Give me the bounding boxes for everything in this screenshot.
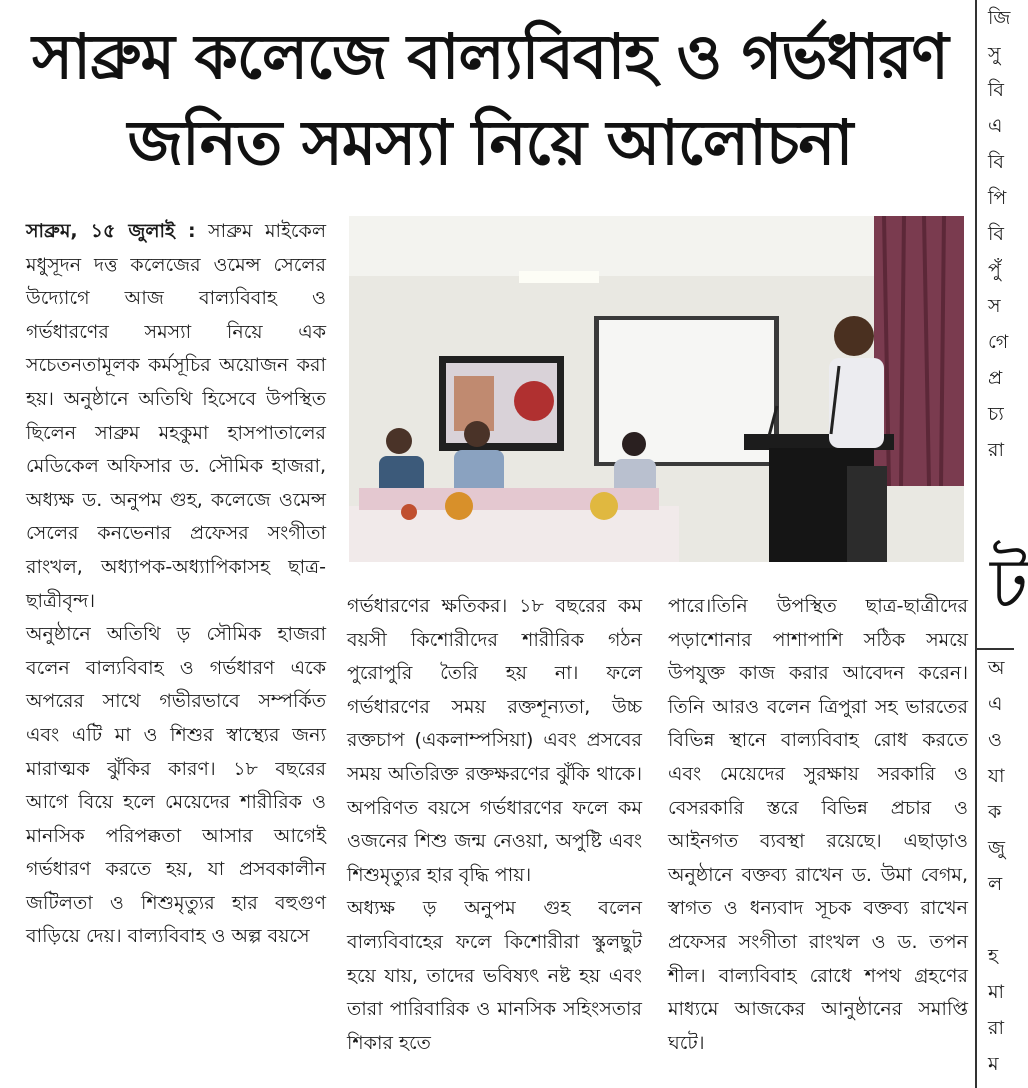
text-fragment: স xyxy=(988,295,1001,317)
text-fragment: পুঁ xyxy=(988,259,1001,281)
article-paragraph xyxy=(26,215,326,618)
text-fragment: বি xyxy=(988,79,1005,101)
text-fragment: এ xyxy=(988,693,1003,715)
text-fragment: সু xyxy=(988,43,1001,65)
headline-line-2: জনিত সমস্যা নিয়ে আলোচনা xyxy=(127,106,853,179)
paragraph-text: সাব্রুম মাইকেল মধুসূদন দত্ত কলেজের ওমেন্স সেলের উদ্যোগে আজ বাল্যবিবাহ ও গর্ভধারণের সমস্যা নিয়ে এক সচেতনতামূলক কর্মসূচির অয়োজন করা হয়। অনুষ্ঠানে অতিথি হিসেবে উপস্থিত ছিলেন সাব্রুম মহকুমা হাসপাতালের মেডিকেল অফিসার ড. সৌমিক হাজরা, অধ্যক্ষ ড. অনুপম গুহ, কলেজে ওমেন্স সেলের কনভেনার প্রফেসর সংগীতা রাংখল, অধ্যাপক-অধ্যাপিকাসহ ছাত্র-ছাত্রীবৃন্দ। xyxy=(26,220,326,612)
text-fragment: গে xyxy=(988,331,1009,353)
text-fragment: জি xyxy=(988,7,1011,29)
dateline: সাব্রুম, ১৫ জুলাই : xyxy=(26,220,196,242)
text-fragment: ম xyxy=(988,1053,999,1075)
text-fragment: পি xyxy=(988,187,1007,209)
text-fragment: যা xyxy=(988,765,1005,787)
column-divider xyxy=(975,0,977,1088)
adjacent-article-fragments xyxy=(988,0,1018,468)
article-column-3 xyxy=(668,590,968,1060)
text-fragment: রা xyxy=(988,439,1004,461)
text-fragment: চ্য xyxy=(988,403,1004,425)
text-fragment: রা xyxy=(988,1017,1004,1039)
event-photo xyxy=(349,216,964,562)
article-column-2 xyxy=(347,590,642,1060)
text-fragment: বি xyxy=(988,151,1005,173)
text-fragment: হ xyxy=(988,945,998,967)
headline-line-1: সাব্রুম কলেজে বাল্যবিবাহ ও গর্ভধারণ xyxy=(32,20,948,93)
text-fragment: জু xyxy=(988,837,1005,859)
article-column-1 xyxy=(26,215,326,954)
text-fragment: বি xyxy=(988,223,1005,245)
article-paragraph: অধ্যক্ষ ড় অনুপম গুহ বলেন বাল্যবিবাহের ফলে কিশোরীরা স্কুলছুট হয়ে যায়, তাদের ভবিষ্যৎ নষ্ট হয় এবং তারা পারিবারিক ও মানসিক সহিংসতার শিকার হতে xyxy=(347,897,642,1054)
text-fragment: এ xyxy=(988,115,1003,137)
text-fragment: মা xyxy=(988,981,1005,1003)
article-paragraph: গর্ভধারণের ক্ষতিকর। ১৮ বছরের কম বয়সী কিশোরীদের শারীরিক গঠন পুরোপুরি তৈরি হয় না। ফলে গর্ভধারণের সময় রক্তশূন্যতা, উচ্চ রক্তচাপ (একলাম্পসিয়া) এবং প্রসবের সময় অতিরিক্ত রক্তক্ষরণের ঝুঁকি থাকে। অপরিণত বয়সে গর্ভধারণের ফলে কম ওজনের শিশু জন্ম নেওয়া, অপুষ্টি এবং শিশুমৃত্যুর হার বৃদ্ধি পায়। xyxy=(347,595,642,886)
text-fragment: ক xyxy=(988,801,1002,823)
headline xyxy=(10,14,970,186)
text-fragment: অ xyxy=(988,657,1005,679)
text-fragment xyxy=(988,902,1018,938)
text-fragment: ল xyxy=(988,873,1003,895)
adjacent-article-fragments-lower xyxy=(988,650,1018,1082)
text-fragment: প্র xyxy=(988,367,1003,389)
adjacent-headline-fragment: ট xyxy=(990,543,1028,625)
text-fragment: ও xyxy=(988,729,1002,751)
article-paragraph: পারে।তিনি উপস্থিত ছাত্র-ছাত্রীদের পড়াশোনার পাশাপাশি সঠিক সময়ে উপযুক্ত কাজ করার আবেদন করেন। তিনি আরও বলেন ত্রিপুরা সহ ভারতের বিভিন্ন স্থানে বাল্যবিবাহ রোধ করতে এবং মেয়েদের সুরক্ষায় সরকারি ও বেসরকারি স্তরে বিভিন্ন প্রচার ও আইনগত ব্যবস্থা রয়েছে। এছাড়াও অনুষ্ঠানে বক্তব্য রাখেন ড. উমা বেগম, স্বাগত ও ধন্যবাদ সূচক বক্তব্য রাখেন প্রফেসর সংগীতা রাংখল ও ড. তপন শীল। বাল্যবিবাহ রোধে শপথ গ্রহণের মাধ্যমে আজকের আনুষ্ঠানের সমাপ্তি ঘটে। xyxy=(668,595,968,1054)
article-paragraph: অনুষ্ঠানে অতিথি ড় সৌমিক হাজরা বলেন বাল্যবিবাহ ও গর্ভধারণ একে অপরের সাথে গভীরভাবে সম্পর্কিত এবং এটি মা ও শিশুর স্বাস্থ্যের জন্য মারাত্মক ঝুঁকির কারণ। ১৮ বছরের আগে বিয়ে হলে মেয়েদের শারীরিক ও মানসিক পরিপক্কতা আসার আগেই গর্ভধারণ করতে হয়, যা প্রসবকালীন জটিলতা ও শিশুমৃত্যুর হার বহুগুণ বাড়িয়ে দেয়। বাল্যবিবাহ ও অল্প বয়সে xyxy=(26,623,326,948)
